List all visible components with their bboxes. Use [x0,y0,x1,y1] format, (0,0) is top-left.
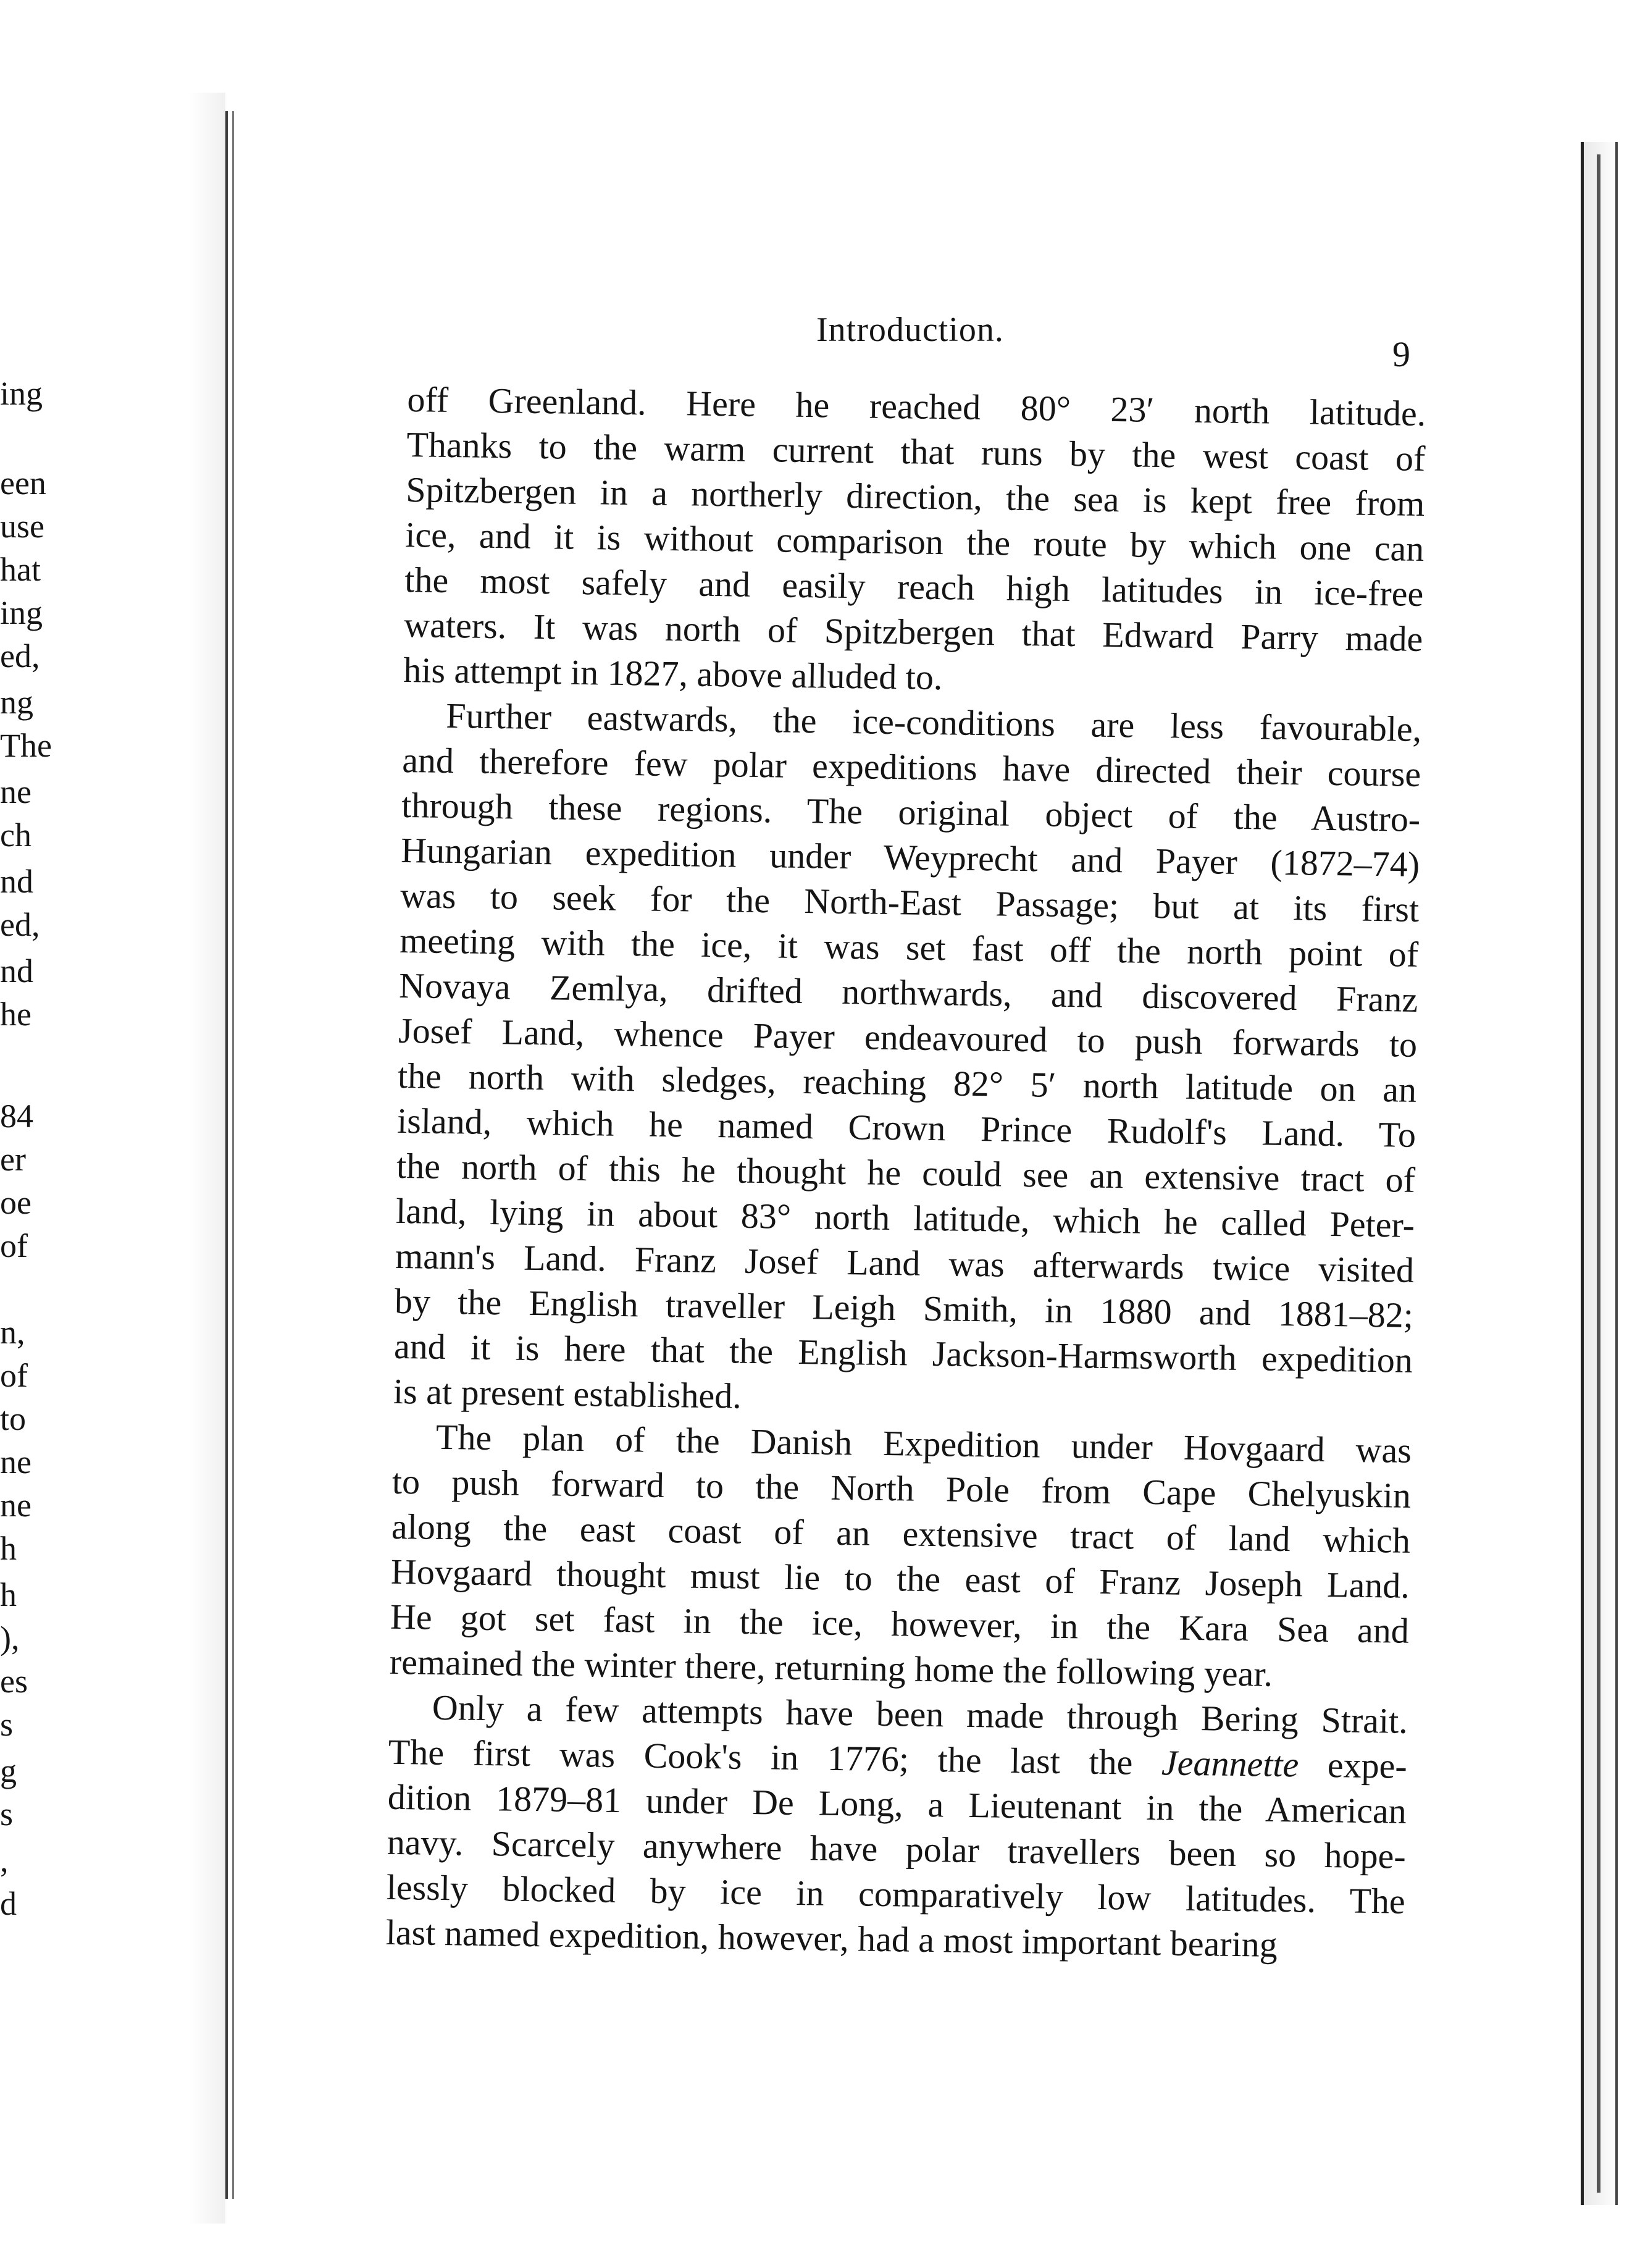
left-page-fragment: use [0,508,44,545]
left-page-fragment: ), [0,1619,20,1657]
body-text [385,377,1426,1969]
text-line: off Greenland. Here he reached 80° 23′ north latitude. [407,379,1426,434]
text-line: meeting with the ice, it was set fast off the north point of [399,920,1419,975]
text-line: Novaya Zemlya, drifted northwards, and discovered Franz [398,965,1418,1020]
left-page-fragment: ed, [0,637,40,674]
left-page-fragment: g [0,1752,17,1789]
left-page-fragment: d [0,1885,17,1922]
left-page-fragment: s [0,1706,14,1743]
page-gutter [225,111,234,2199]
text-line: remained the winter there, returning home the following year. [389,1641,1273,1694]
left-page-fragment: oe [0,1184,31,1221]
left-page-fragment: ed, [0,906,40,943]
left-page-fragment: ne [0,1443,31,1480]
text-line: island, which he named Crown Prince Rudolf's Land. To [396,1100,1416,1155]
page-number: 9 [1392,334,1410,374]
text-line: Hungarian expedition under Weyprecht and Payer (1872–74) [400,830,1420,884]
left-page-fragment: er [0,1141,26,1178]
left-page-fragment: ing [0,375,43,412]
left-page-fragment: een [0,464,46,502]
left-page-fragment: to [0,1400,27,1437]
text-line: the north of this he thought he could see an extensive tract of [396,1145,1416,1200]
text-line: and it is here that the English Jackson-Harmsworth expedition [393,1325,1413,1380]
left-page-fragment: of [0,1227,28,1264]
left-page-fragment: h [0,1530,17,1567]
text-line: along the east coast of an extensive tract of land which [391,1506,1411,1561]
text-line: Further eastwards, the ice-conditions are less favourable, [445,695,1422,749]
left-page-fragment: nd [0,863,33,900]
left-page-fragment: ing [0,594,43,631]
text-line: dition 1879–81 under De Long, a Lieutenant in the American [387,1776,1407,1831]
text-line: is at present established. [393,1371,742,1416]
text-line: the north with sledges, reaching 82° 5′ north latitude on an [397,1055,1417,1110]
text-line: land, lying in about 83° north latitude, which he called Peter- [395,1190,1415,1245]
page-edge-inner [1597,154,1600,2193]
left-page-fragment: 84 [0,1098,33,1135]
left-page-fragment: es [0,1663,28,1700]
left-page-fragment: of [0,1357,28,1394]
text-line: his attempt in 1827, above alluded to. [403,649,943,698]
text-line: and therefore few polar expeditions have directed their course [401,739,1421,794]
left-page-fragment: h [0,1576,17,1613]
text-line: waters. It was north of Spitzbergen that Edward Parry made [403,604,1423,659]
text-line: the most safely and easily reach high latitudes in ice-free [404,559,1424,615]
text-line: mann's Land. Franz Josef Land was afterwards twice visited [395,1235,1415,1290]
text-line: Spitzbergen in a northerly direction, the sea is kept free from [405,469,1425,524]
text-line: lessly blocked by ice in comparatively low latitudes. The [386,1867,1406,1922]
text-line: last named expedition, however, had a most important bearing [385,1912,1278,1965]
left-page-fragment: ng [0,684,33,721]
left-page-fragment: nd [0,952,33,989]
left-page-fragment: ne [0,1487,31,1524]
text-line: Josef Land, whence Payer endeavoured to push forwards to [398,1010,1418,1065]
left-page-fragment: n, [0,1314,25,1351]
left-page-fragment: The [0,727,52,764]
text-line: The first was Cook's in 1776; the last the Jeannette expe- [388,1731,1408,1786]
text-line: Only a few attempts have been made through Bering Strait. [432,1687,1408,1741]
left-page-fragment: s [0,1796,14,1833]
text-line: to push forward to the North Pole from Cape Chelyuskin [391,1461,1412,1516]
text-line: navy. Scarcely anywhere have polar travellers been so hope- [387,1821,1407,1876]
text-line: was to seek for the North-East Passage; but at its first [400,875,1420,930]
text-line: The plan of the Danish Expedition under Hovgaard was [435,1416,1412,1471]
text-line: ice, and it is without comparison the route by which one can [404,514,1425,569]
left-page-fragment: hat [0,551,41,588]
text-line: Hovgaard thought must lie to the east of Franz Joseph Land. [390,1551,1410,1606]
text-line: He got set fast in the ice, however, in the Kara Sea and [390,1596,1410,1651]
left-page-fragment: , [0,1842,9,1879]
text-line: Thanks to the warm current that runs by the west coast of [406,424,1426,479]
running-head: Introduction. [816,311,1004,349]
gutter-shadow [188,93,225,2224]
left-page-fragment: ne [0,773,31,810]
text-line: through these regions. The original object of the Austro- [401,784,1421,839]
left-page-fragment: ch [0,817,31,854]
italic-ship-name: Jeannette [1161,1742,1299,1785]
left-page-fragment: he [0,996,31,1033]
text-line: by the English traveller Leigh Smith, in 1880 and 1881–82; [394,1280,1414,1335]
